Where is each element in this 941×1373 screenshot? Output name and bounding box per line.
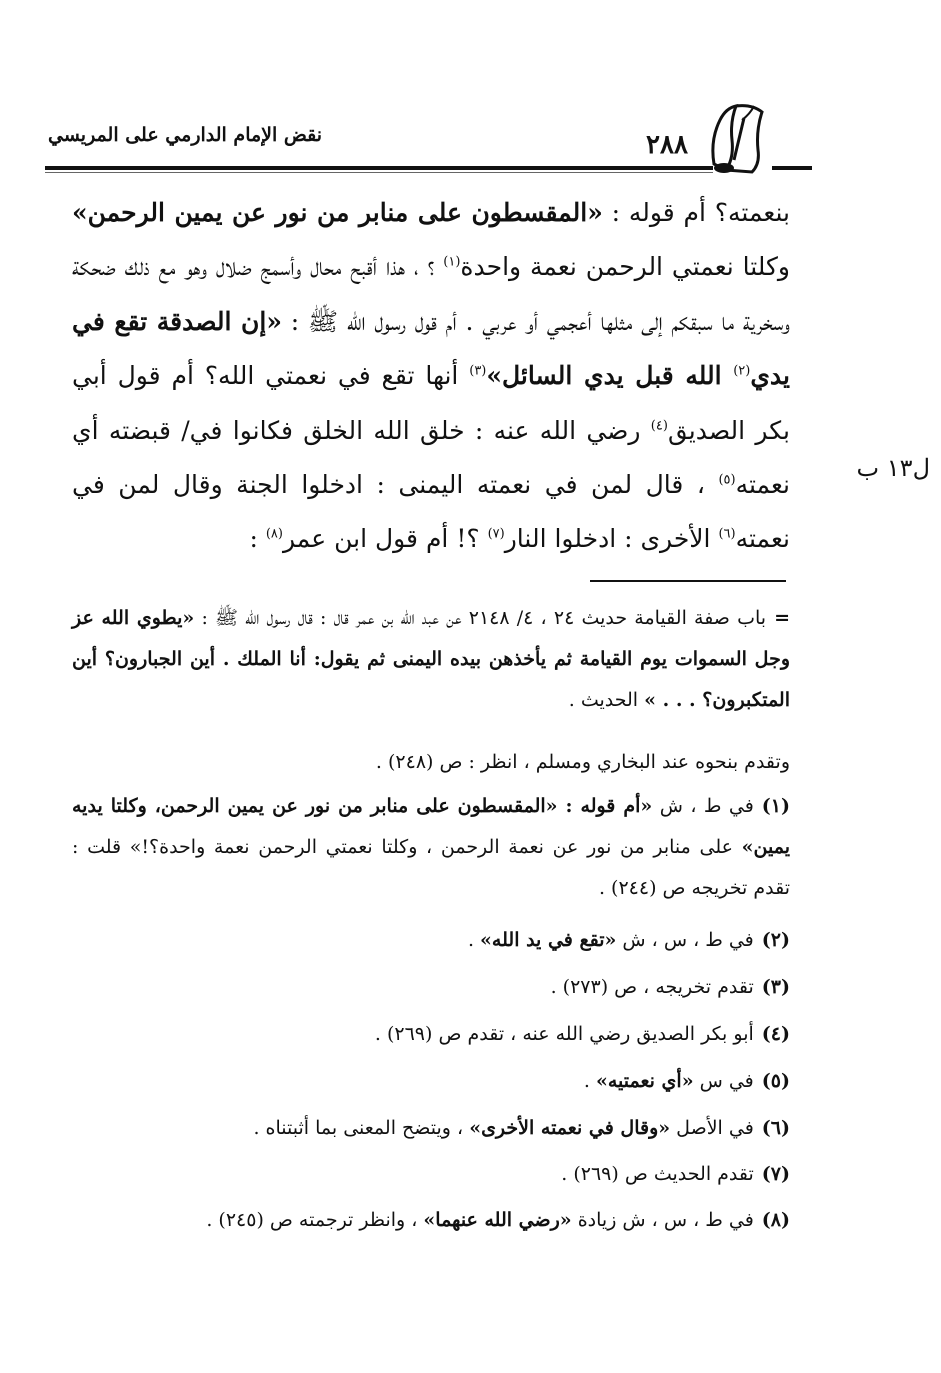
running-header-title: نقض الإمام الدارمي على المريسي	[48, 124, 323, 146]
main-text-run: أنها تقع في نعمتي الله؟ أم قول أبي بكر الصديق	[72, 361, 790, 445]
footnote-number: (٣)	[761, 976, 790, 998]
footnote-continued-line2	[72, 742, 790, 783]
quote-hadith-sadaqa-end: الله قبل يدي السائل»	[486, 361, 734, 391]
footnote-text: ، ويتضح المعنى بما أثبتناه .	[253, 1117, 470, 1139]
footnote-text: .	[583, 1070, 596, 1092]
main-text-run: وكلتا نعمتي الرحمن نعمة واحدة	[460, 252, 790, 282]
page-number: ٢٨٨	[646, 130, 688, 160]
header-rule-thin	[45, 172, 713, 173]
header-rule-right	[772, 166, 812, 170]
main-text-run: ؟! أم قول ابن عمر	[282, 524, 488, 554]
footnote-ref-1: (١)	[443, 255, 461, 271]
footnote-3	[72, 967, 790, 1008]
footnote-text: باب صفة القيامة حديث ٢٤ ، ٤/ ٢١٤٨ عن عبد الله بن عمر قال : قال رسول الله ﷺ :	[194, 607, 767, 629]
footnote-number: (١)	[761, 795, 790, 817]
footnote-1	[72, 786, 790, 909]
manuscript-folio-note: ل١٣ ب	[856, 454, 930, 482]
footnote-4	[72, 1014, 790, 1055]
scroll-quill-icon	[706, 100, 772, 176]
footnote-quote: «تقع في يد الله»	[480, 929, 617, 951]
footnote-ref-4: (٤)	[650, 418, 668, 434]
footnote-text: الحديث .	[568, 689, 645, 711]
footnote-quote: «رضي الله عنهما»	[423, 1209, 572, 1231]
footnote-separator	[590, 580, 786, 582]
footnote-8	[72, 1200, 790, 1241]
footnote-quote: «أم قوله : «المقسطون على منابر من نور عن يمين الرحمن، وكلتا يديه يمين»	[72, 795, 790, 858]
footnote-continued	[72, 598, 790, 721]
footnote-quote: «وقال في نعمته الأخرى»	[469, 1117, 671, 1139]
footnote-text: في ط ، س ، ش	[616, 929, 754, 951]
footnote-quote: «أي نعمتيه»	[595, 1070, 694, 1092]
footnote-number: (٦)	[761, 1117, 790, 1139]
footnote-number: (٥)	[761, 1070, 790, 1092]
footnote-text: في س	[693, 1070, 754, 1092]
footnote-text: على منابر من نور عن نعمة الرحمن ، وكلتا نعمتي الرحمن نعمة واحدة؟!» قلت : تقدم تخريجه ص (٢٤٤) .	[72, 836, 790, 899]
footnote-number: (٧)	[761, 1163, 790, 1185]
footnote-text: وتقدم بنحوه عند البخاري ومسلم ، انظر : ص (٢٤٨) .	[375, 751, 790, 773]
footnote-text: تقدم تخريجه ، ص (٢٧٣) .	[550, 976, 754, 998]
footnote-text: ، وانظر ترجمته ص (٢٤٥) .	[206, 1209, 424, 1231]
main-text	[72, 186, 790, 567]
footnote-ref-2: (٢)	[733, 363, 751, 379]
header-rule	[45, 166, 713, 170]
footnote-ref-8: (٨)	[265, 527, 283, 543]
footnote-text: .	[467, 929, 481, 951]
footnote-text: في الأصل	[670, 1117, 754, 1139]
footnote-7	[72, 1154, 790, 1195]
footnote-ref-6: (٦)	[718, 527, 736, 543]
footnote-continuation-marker: =	[774, 607, 790, 629]
footnote-number: (٤)	[761, 1023, 790, 1045]
footnote-ref-5: (٥)	[718, 472, 736, 488]
footnote-text: أبو بكر الصديق رضي الله عنه ، تقدم ص (٢٦٩) .	[374, 1023, 754, 1045]
main-text-run: ، قال لمن في نعمته اليمنى : ادخلوا الجنة وقال لمن في نعمته	[72, 470, 790, 554]
main-text-run: بنعمته؟ أم قوله :	[602, 198, 790, 227]
footnote-6	[72, 1108, 790, 1149]
main-text-run: رضي الله عنه : خلق الله الخلق فكانوا في/ قبضته أي نعمته	[72, 415, 790, 500]
footnote-ref-7: (٧)	[487, 527, 505, 543]
footnote-text: تقدم الحديث ص (٢٦٩) .	[561, 1163, 754, 1185]
footnote-text: في ط ، س ، ش زيادة	[571, 1209, 754, 1231]
footnote-number: (٨)	[761, 1209, 790, 1231]
main-text-run: ؟ ، هذا أقبح محال وأسمج ضلال وهو مع ذلك ضحكة وسخرية ما سبقكم إلى مثلها أعجمي أو عربي . أم قول رسول الله ﷺ :	[72, 252, 790, 336]
footnote-quote: «يطوي الله عز وجل السموات يوم القيامة ثم يأخذهن بيده اليمنى ثم يقول: أنا الملك . أين الجبارون؟ أين المتكبرون؟ . . . »	[72, 607, 790, 711]
main-text-run: الأخرى : ادخلوا النار	[504, 524, 719, 554]
quote-hadith-sadaqa: «إن الصدقة تقع في يدي	[72, 306, 790, 391]
footnote-ref-3: (٣)	[469, 363, 487, 379]
footnote-text: في ط ، ش	[652, 795, 754, 817]
footnote-2	[72, 920, 790, 961]
footnote-5	[72, 1061, 790, 1102]
quote-hadith-muqsitun: «المقسطون على منابر من نور عن يمين الرحمن»	[72, 198, 603, 227]
main-text-run: :	[249, 524, 266, 554]
footnote-number: (٢)	[761, 929, 790, 951]
